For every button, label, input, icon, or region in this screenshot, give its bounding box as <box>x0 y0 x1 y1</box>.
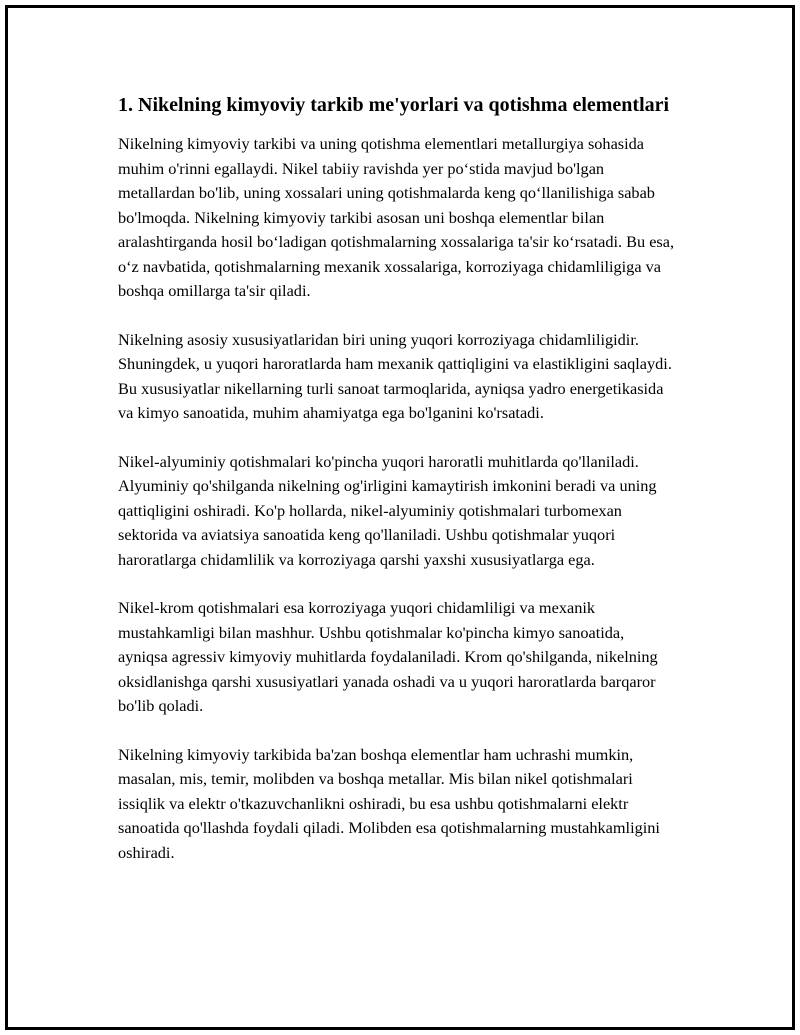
document-body <box>118 92 678 889</box>
section-heading: 1. Nikelning kimyoviy tarkib me'yorlari va qotishma elementlari <box>118 94 670 116</box>
paragraph-4: Nikel-krom qotishmalari esa korroziyaga yuqori chidamliligi va mexanik mustahkamligi bilan mashhur. Ushbu qotishmalar ko'pincha kimyo sanoatida, ayniqsa agressiv kimyoviy muhitlarda foydalaniladi. Krom qo'shilganda, nikelning oksidlanishga qarshi xususiyatlari yanada oshadi va u yuqori haroratlarda barqaror bo'lib qoladi. <box>118 598 658 715</box>
paragraph-2: Nikelning asosiy xususiyatlaridan biri uning yuqori korroziyaga chidamliligidir. Shuningdek, u yuqori haroratlarda ham mexanik qattiqligini va elastikligini saqlaydi. Bu xususiyatlar nikellarning turli sanoat tarmoqlarida, ayniqsa yadro energetikasida va kimyo sanoatida, muhim ahamiyatga ega bo'lganini ko'rsatadi. <box>118 329 672 422</box>
paragraph-1: Nikelning kimyoviy tarkibi va uning qotishma elementlari metallurgiya sohasida muhim o'rinni egallaydi. Nikel tabiiy ravishda yer po‘stida mavjud bo'lgan metallardan bo'lib, uning xossalari uning qotishmalarda keng qo‘llanilishiga sabab bo'lmoqda. Nikelning kimyoviy tarkibi asosan uni boshqa elementlar bilan aralashtirganda hosil bo‘ladigan qotishmalarning xossalariga ta'sir ko‘rsatadi. Bu esa, o‘z navbatida, qotishmalarning mexanik xossalariga, korroziyaga chidamliligiga va boshqa omillarga ta'sir qiladi. <box>118 134 675 300</box>
paragraph-5: Nikelning kimyoviy tarkibida ba'zan boshqa elementlar ham uchrashi mumkin, masalan, mis, temir, molibden va boshqa metallar. Mis bilan nikel qotishmalari issiqlik va elektr o'tkazuvchanlikni oshiradi, bu esa ushbu qotishmalarni elektr sanoatida qo'llashda foydali qiladi. Molibden esa qotishmalarning mustahkamligini oshiradi. <box>118 744 660 862</box>
paragraph-3: Nikel-alyuminiy qotishmalari ko'pincha yuqori haroratli muhitlarda qo'llaniladi. Alyuminiy qo'shilganda nikelning og'irligini kamaytirish imkonini beradi va uning qattiqligini oshiradi. Ko'p hollarda, nikel-alyuminiy qotishmalari turbomexan sektorida va aviatsiya sanoatida keng qo'llaniladi. Ushbu qotishmalar yuqori haroratlarga chidamlilik va korroziyaga qarshi yaxshi xususiyatlarga ega. <box>118 451 657 569</box>
